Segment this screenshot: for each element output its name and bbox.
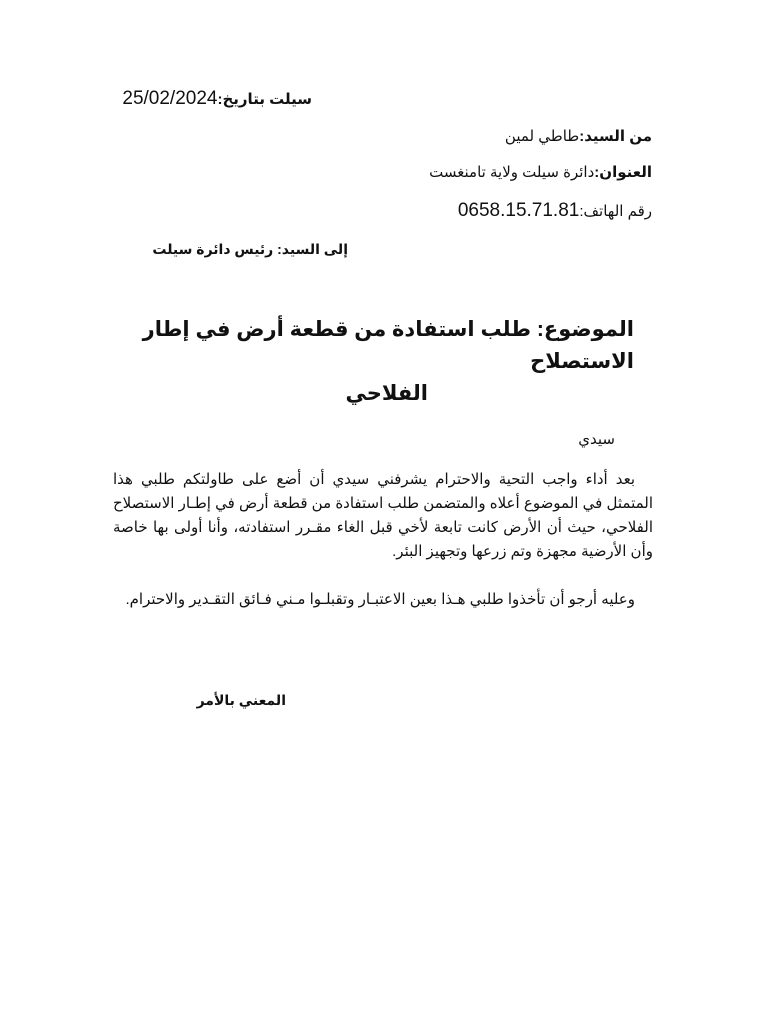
phone-number: 0658.15.71.81 xyxy=(457,200,580,221)
signature: المعني بالأمر xyxy=(196,692,286,708)
greeting: سيدي xyxy=(578,431,615,448)
sender-label: من السيد: xyxy=(579,128,652,145)
subject-heading xyxy=(114,314,634,410)
date-value: 25/02/2024 xyxy=(122,88,218,109)
recipient-line: إلى السيد: رئيس دائرة سيلت xyxy=(152,241,348,257)
phone-line xyxy=(458,198,652,225)
address-label: العنوان: xyxy=(594,164,652,181)
subject-line-1: الموضوع: طلب استفادة من قطعة أرض في إطار الاستصلاح xyxy=(142,318,634,373)
address-line xyxy=(429,160,652,186)
phone-label: رقم الهاتف: xyxy=(579,203,652,220)
date-line xyxy=(122,86,312,113)
subject-line-2: الفلاحي xyxy=(345,382,428,405)
date-label: سيلت بتاريخ: xyxy=(217,91,312,108)
sender-name: طاطي لمين xyxy=(504,128,580,145)
address-value: دائرة سيلت ولاية تامنغست xyxy=(429,164,595,181)
body-paragraph-2: وعليه أرجو أن تأخذوا طلبي هـذا بعين الاعتبـار وتقبلـوا مـني فـائق التقـدير والاحترام. xyxy=(125,591,635,608)
body-paragraph-1: بعد أداء واجب التحية والاحترام يشرفني سيدي أن أضع على طاولتكم طلبي هذا المتمثل في الموضوع أعلاه والمتضمن طلب استفادة من قطعة أرض في إطـار الاستصلاح الفلاحي، حيث أن الأرض كانت تابعة لأخي قبل الغاء مقـرر استفادته، وأنا أولى بها خاصة وأن الأرضية مجهزة وتم زرعها وتجهيز البئر. xyxy=(113,471,653,560)
sender-line xyxy=(505,124,652,150)
